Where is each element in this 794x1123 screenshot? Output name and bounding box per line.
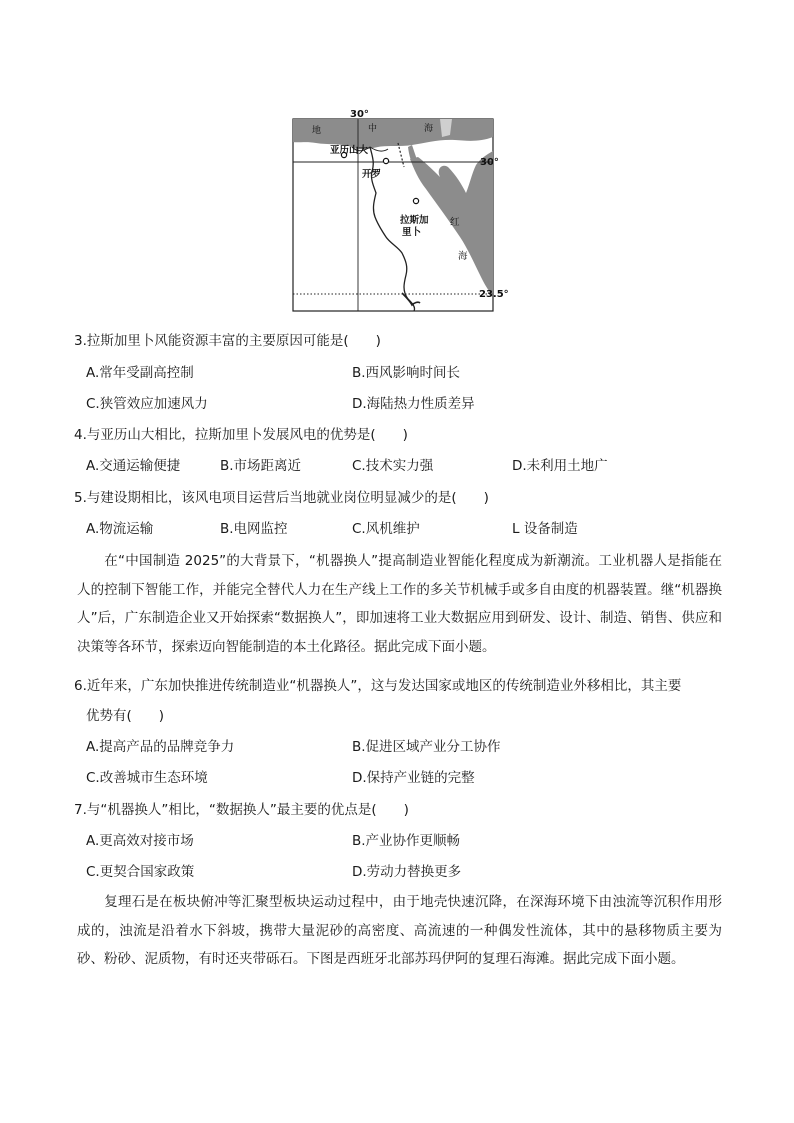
ras-ghareb-marker [413,198,418,203]
q5-option-b: B.电网监控 [220,521,288,537]
q4-option-c: C.技术实力强 [352,458,434,474]
q6-stem-line1: 6.近年来，广东加快推进传统制造业“机器换人”，这与发达国家或地区的传统制造业外移相比，其主要 [74,678,682,694]
q7-option-a: A.更高效对接市场 [86,833,194,849]
q7-option-d: D.劳动力替换更多 [352,864,462,880]
q7-stem: 7.与“机器换人”相比，“数据换人”最主要的优点是( ) [74,802,409,818]
red-sea-char-2: 海 [458,251,468,262]
q6-option-c: C.改善城市生态环境 [86,770,208,786]
passage-flysch [77,888,722,974]
q7-option-c: C.更契合国家政策 [86,864,195,880]
q4-option-b: B.市场距离近 [220,458,302,474]
q3-option-d: D.海陆热力性质差异 [352,396,475,412]
q7-option-b: B.产业协作更顺畅 [352,833,461,849]
q6-option-d: D.保持产业链的完整 [352,770,475,786]
q6-stem-line2: 优势有( ) [86,708,165,724]
q4-option-a: A.交通运输便捷 [86,458,181,474]
q5-option-a: A.物流运输 [86,521,154,537]
alexandria-label: 亚历山大 [330,145,369,156]
cairo-marker [383,158,388,163]
ras-ghareb-label-1: 拉斯加 [400,215,429,226]
q5-option-d: L 设备制造 [512,521,578,537]
sea-label-char-1: 地 [312,126,322,136]
passage-robots-text: 在“中国制造 2025”的大背景下，“机器换人”提高制造业智能化程度成为新潮流。工业机器人是指能在人的控制下智能工作，并能完全替代人力在生产线上工作的多关节机械手或多自由度的机器装置。继“机器换人”后，广东制造企业又开始探索“数据换人”，即加速将工业大数据应用到研发、设计、制造、销售、供应和决策等各环节，探索迈向智能制造的本土化路径。据此完成下面小题。 [77,553,722,655]
q3-option-c: C.狭管效应加速风力 [86,396,208,412]
q3-option-a: A.常年受副高控制 [86,365,194,381]
cairo-label: 开罗 [362,169,382,180]
ras-ghareb-label-2: 里卜 [402,227,422,238]
sea-label-char-2: 中 [368,124,378,134]
q3-stem: 3.拉斯加里卜风能资源丰富的主要原因可能是( ) [74,333,381,349]
red-sea-char-1: 红 [450,217,460,228]
q4-stem: 4.与亚历山大相比，拉斯加里卜发展风电的优势是( ) [74,427,408,443]
q5-option-c: C.风机维护 [352,521,420,537]
passage-flysch-text: 复理石是在板块俯冲等汇聚型板块运动过程中，由于地壳快速沉降，在深海环境下由浊流等沉积作用形成的，浊流是沿着水下斜坡，携带大量泥砂的高密度、高流速的一种偶发性流体，其中的悬移物质主要为砂、粉砂、泥质物，有时还夹带砾石。下图是西班牙北部苏玛伊阿的复理石海滩。据此完成下面小题。 [77,894,722,967]
sea-label-char-3: 海 [424,124,434,134]
q6-option-b: B.促进区域产业分工协作 [352,739,501,755]
lat-label-30: 30° [480,157,499,168]
q3-option-b: B.西风影响时间长 [352,365,461,381]
q4-option-d: D.未利用土地广 [512,458,608,474]
lon-label: 30° [350,109,369,120]
q5-stem: 5.与建设期相比，该风电项目运营后当地就业岗位明显减少的是( ) [74,490,489,506]
egypt-map [290,107,509,317]
lat-label-23-5: 23.5° [479,289,509,300]
passage-robots [77,547,722,661]
q6-option-a: A.提高产品的品牌竞争力 [86,739,235,755]
